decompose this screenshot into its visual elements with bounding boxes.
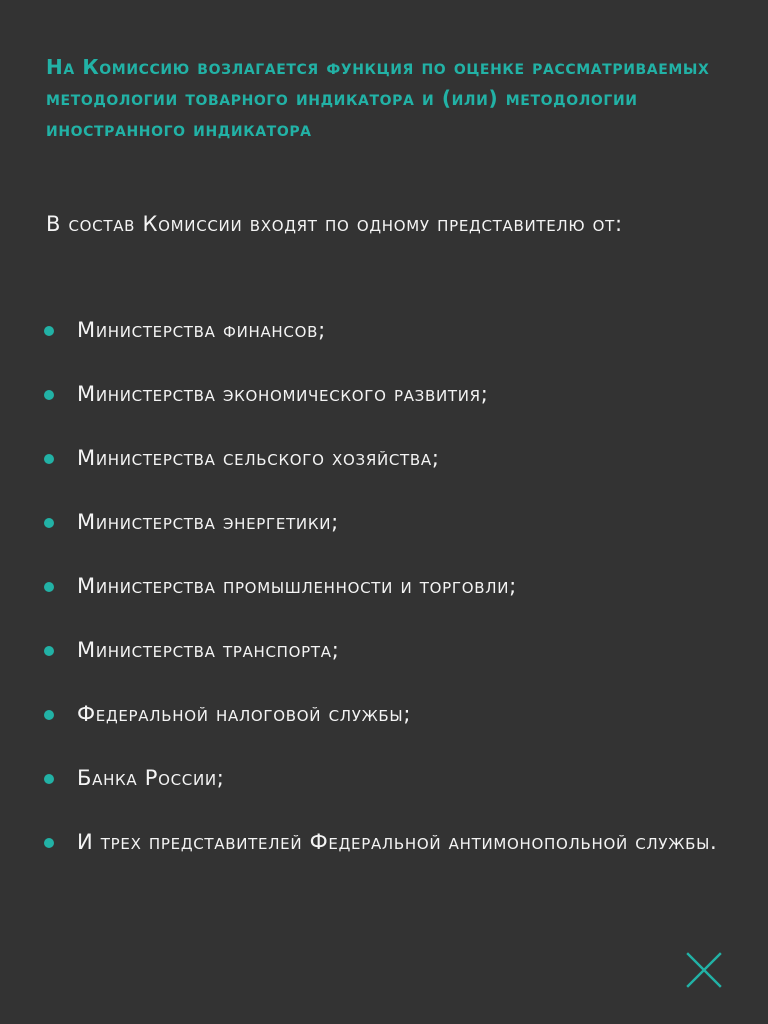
bullet-dot-icon xyxy=(44,710,54,720)
list-item-text: Банка России; xyxy=(77,766,225,790)
list-item xyxy=(44,698,734,730)
list-item xyxy=(44,634,734,666)
cross-logo-icon xyxy=(686,952,722,988)
list-item xyxy=(44,762,734,794)
list-item xyxy=(44,506,734,538)
bullet-dot-icon xyxy=(44,518,54,528)
list-item-text: Министерства транспорта; xyxy=(77,638,340,662)
list-item xyxy=(44,826,734,858)
bullet-dot-icon xyxy=(44,838,54,848)
list-item-text: Министерства энергетики; xyxy=(77,510,339,534)
bullet-dot-icon xyxy=(44,326,54,336)
list-item xyxy=(44,378,734,410)
list-item xyxy=(44,442,734,474)
list-item-text: Министерства промышленности и торговли; xyxy=(77,574,517,598)
bullet-dot-icon xyxy=(44,390,54,400)
list-item xyxy=(44,314,734,346)
list-item-text: И трех представителей Федеральной антимонопольной службы. xyxy=(77,830,718,854)
list-item-text: Министерства экономического развития; xyxy=(77,382,489,406)
list-item-text: Министерства сельского хозяйства; xyxy=(77,446,440,470)
representatives-list xyxy=(44,314,734,890)
list-item xyxy=(44,570,734,602)
bullet-dot-icon xyxy=(44,582,54,592)
bullet-dot-icon xyxy=(44,454,54,464)
intro-text: В состав Комиссии входят по одному представителю от: xyxy=(46,212,623,236)
bullet-dot-icon xyxy=(44,646,54,656)
list-item-text: Федеральной налоговой службы; xyxy=(77,702,412,726)
bullet-dot-icon xyxy=(44,774,54,784)
list-item-text: Министерства финансов; xyxy=(77,318,326,342)
slide-heading: На Комиссию возлагается функция по оценке рассматриваемых методологии товарного индикатора и (или) методологии иностранного индикатора xyxy=(46,55,710,141)
